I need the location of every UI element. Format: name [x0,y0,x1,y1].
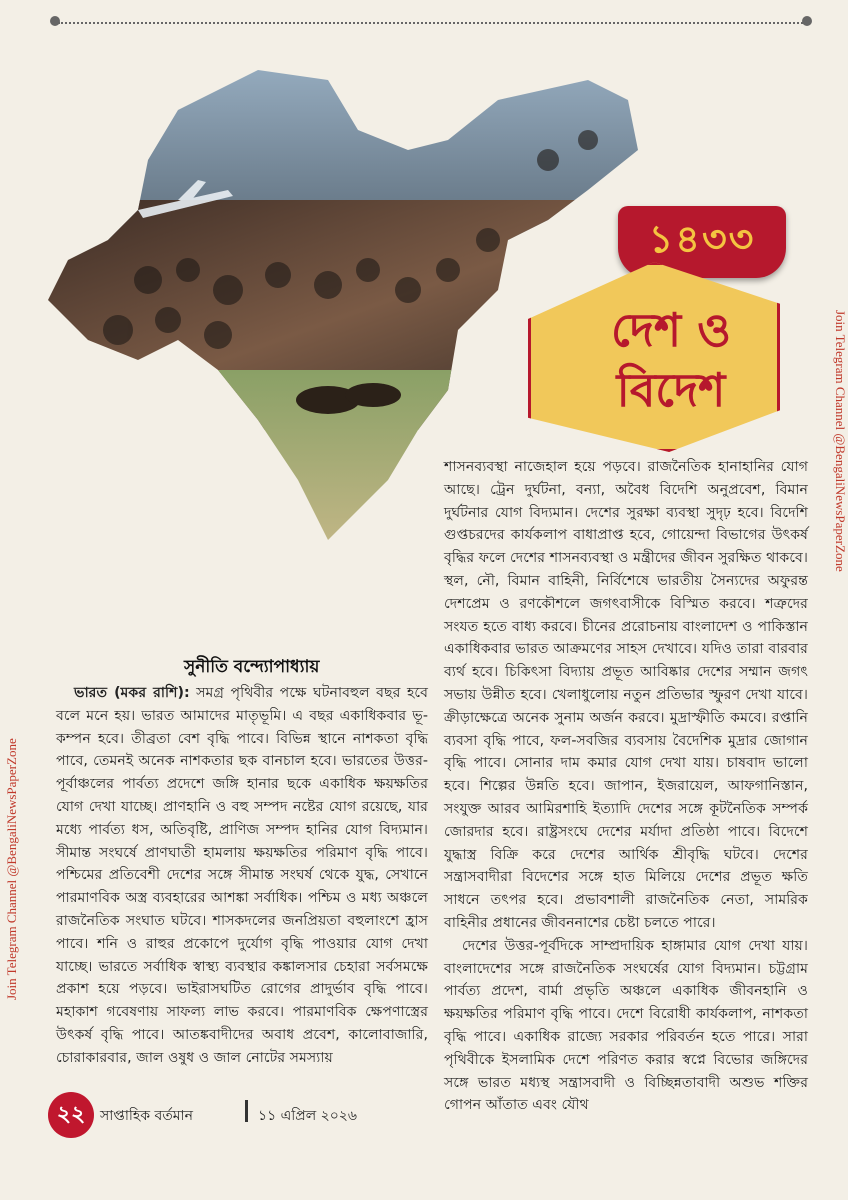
side-label-left: Join Telegram Channel @BengaliNewsPaperZone [4,738,19,1000]
footer-divider [245,1100,248,1122]
issue-date: ১১ এপ্রিল ২০২৬ [258,1108,358,1124]
section-title-line1: দেশ ও [611,303,731,357]
page-number: ২২ [48,1092,94,1138]
right-column-para1: শাসনব্যবস্থা নাজেহাল হয়ে পড়বে। রাজনৈতিক হানাহানির যোগ আছে। ট্রেন দুর্ঘটনা, বন্যা, অবৈধ বিদেশি অনুপ্রবেশ, বিমান দুর্ঘটনার যোগ বিদ্যমান। দেশের সুরক্ষা ব্যবস্থা সুদৃঢ় হবে। বিদেশি গুপ্তচরদের কার্যকলাপ বাধাপ্রাপ্ত হবে, গোয়েন্দা বিভাগের উৎকর্ষ বৃদ্ধির ফলে দেশের শাসনব্যবস্থা ও মন্ত্রীদের জীবন সুরক্ষিত থাকবে। স্থল, নৌ, বিমান বাহিনী, নির্বিশেষে ভারতীয় সৈন্যদের অফুরন্ত দেশপ্রেম ও রণকৌশলে জগৎবাসীকে বিস্মিত করবে। শত্রুদের সংযত হতে বাধ্য করবে। চীনের প্ররোচনায় বাংলাদেশ ও পাকিস্তান একাধিকবার ভারত আক্রমণের সাহস দেখাবে। যদিও তারা বারবার ব্যর্থ হবে। চিকিৎসা বিদ্যায় প্রভূত আবিষ্কার দেশের সম্মান জগৎ সভায় উন্নীত হবে। খেলাধুলোয় নতুন প্রতিভার স্ফুরণ দেখা যাবে। ক্রীড়াক্ষেত্রে অনেক সুনাম অর্জন করবে। মুদ্রাস্ফীতি কমবে। রপ্তানি ব্যবসা বৃদ্ধি পাবে, ফল-সবজির ব্যবসায় বৈদেশিক মুদ্রার জোগান বৃদ্ধি পাবে। সোনার দাম কমার যোগ দেখা যায়। চাষবাদ ভালো হবে। শিল্পের উন্নতি হবে। জাপান, ইজরায়েল, আফগানিস্তান, সংযুক্ত আরব আমিরশাহি ইত্যাদি দেশের সঙ্গে কূটনৈতিক সম্পর্ক জোরদার হবে। রাষ্ট্রসংঘে দেশের মর্যাদা প্রতিষ্ঠা পাবে। বিদেশে যুদ্ধাস্ত্র বিক্রি করে দেশের আর্থিক শ্রীবৃদ্ধি ঘটবে। দেশের সন্ত্রাসবাদীরা বিদেশের সঙ্গে হাত মিলিয়ে দেশের প্রভূত ক্ষতি সাধনে তৎপর হবে। প্রভাবশালী রাজনৈতিক নেতা, সামরিক বাহিনীর প্রধানের জীবননাশের চেষ্টা চলতে পারে। [444,459,808,931]
author-byline: সুনীতি বন্দ্যোপাধ্যায় [184,657,320,677]
top-rule [58,22,806,24]
rule-dot-right [802,16,812,26]
zodiac-lead: ভারত (মকর রাশি): [74,685,190,701]
article-column-left [56,682,428,1070]
section-title [566,300,776,420]
year-text: ১৪৩৩ [648,216,756,261]
right-column-para2: দেশের উত্তর-পূর্বদিকে সাম্প্রদায়িক হাঙ্গামার যোগ দেখা যায়। বাংলাদেশের সঙ্গে রাজনৈতিক সংঘর্ষের যোগ বিদ্যমান। চট্টগ্রাম পার্বত্য প্রদেশ, বার্মা প্রভৃতি অঞ্চলে একাধিক জীবনহানি ও ক্ষয়ক্ষতির পরিমাণ বৃদ্ধি পাবে। দেশে বিরোধী কার্যকলাপ, নাশকতা বৃদ্ধি পাবে। একাধিক রাজ্যে সরকার পরিবর্তন হতে পারে। সারা পৃথিবীকে ইসলামিক দেশে পরিণত করার স্বপ্নে বিভোর জঙ্গিদের সঙ্গে ভারত মধ্যস্থ সন্ত্রাসবাদী ও বিচ্ছিন্নতাবাদী অশুভ শক্তির গোপন আঁতাত এবং যৌথ [444,937,808,1114]
magazine-name: সাপ্তাহিক বর্তমান [100,1108,193,1124]
article-column-right [444,456,808,1117]
left-column-text: সমগ্র পৃথিবীর পক্ষে ঘটনাবহুল বছর হবে বলে মনে হয়। ভারত আমাদের মাতৃভূমি। এ বছর একাধিকবার ভূ-কম্পন হবে। তীব্রতা বেশ বৃদ্ধি পাবে। বিভিন্ন স্থানে নাশকতা বৃদ্ধি পাবে, তেমনই অনেক নাশকতার ছক বানচাল হবে। ভারতের উত্তর-পূর্বাঞ্চলের পার্বত্য প্রদেশে জঙ্গি হানার ছকে একাধিক ক্ষয়ক্ষতির যোগ দেখা যাচ্ছে। প্রাণহানি ও বহু সম্পদ নষ্টের যোগ রয়েছে, যার মধ্যে পার্বত্য ধস, অতিবৃষ্টি, প্রাণিজ সম্পদ হানির যোগ বিদ্যমান। সীমান্ত সংঘর্ষে প্রাণঘাতী হামলায় ক্ষয়ক্ষতির পরিমাণ বৃদ্ধি পাবে। পশ্চিমের প্রতিবেশী দেশের সঙ্গে সীমান্ত সংঘর্ষ থেকে যুদ্ধ, সেখানে পারমাণবিক অস্ত্র ব্যবহারের আশঙ্কা সর্বাধিক। পশ্চিম ও মধ্য অঞ্চলে রাজনৈতিক সংঘাত ঘটবে। শাসকদলের জনপ্রিয়তা বহুলাংশে হ্রাস পাবে। শনি ও রাহুর প্রকোপে দুর্যোগ বৃদ্ধি পাওয়ার যোগ দেখা যাচ্ছে। ভারতে সর্বাধিক স্বাস্থ্য ব্যবস্থার কঙ্কালসার চেহারা সর্বসমক্ষে প্রকাশ হয়ে পড়বে। ভাইরাসঘটিত রোগের প্রাদুর্ভাব বৃদ্ধি পাবে। মহাকাশ গবেষণায় সাফল্য লাভ করবে। পারমাণবিক ক্ষেপণাস্ত্রের উৎকর্ষ বৃদ্ধি পাবে। আতঙ্কবাদীদের অবাধ প্রবেশ, কালোবাজারি, চোরাকারবার, জাল ওষুধ ও জাল নোটের সমস্যায় [56,685,428,1066]
side-label-right: Join Telegram Channel @BengaliNewsPaperZone [833,310,848,572]
rule-dot-left [50,16,60,26]
section-title-line2: বিদেশ [616,363,726,417]
